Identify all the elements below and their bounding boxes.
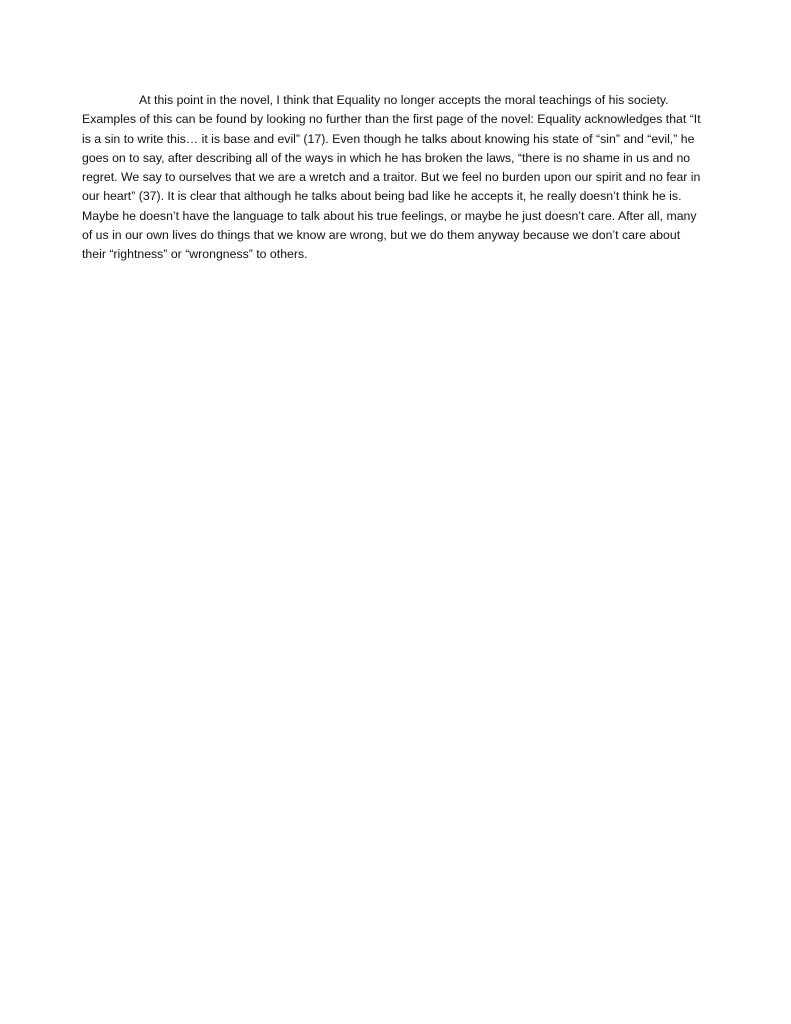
body-paragraph: At this point in the novel, I think that Equality no longer accepts the moral teachings of his society. Examples of this can be found by looking no further than the first page of the novel: Equality acknowledges that “It is a sin to write this… it is base and evil” (17). Even though he talks about knowing his state of “sin” and “evil,” he goes on to say, after describing all of the ways in which he has broken the laws, “there is no shame in us and no regret. We say to ourselves that we are a wretch and a traitor. But we feel no burden upon our spirit and no fear in our heart” (37). It is clear that although he talks about being bad like he accepts it, he really doesn’t think he is. Maybe he doesn’t have the language to talk about his true feelings, or maybe he just doesn’t care. After all, many of us in our own lives do things that we know are wrong, but we do them anyway because we don’t care about their “rightness” or “wrongness” to others.: [82, 93, 701, 262]
